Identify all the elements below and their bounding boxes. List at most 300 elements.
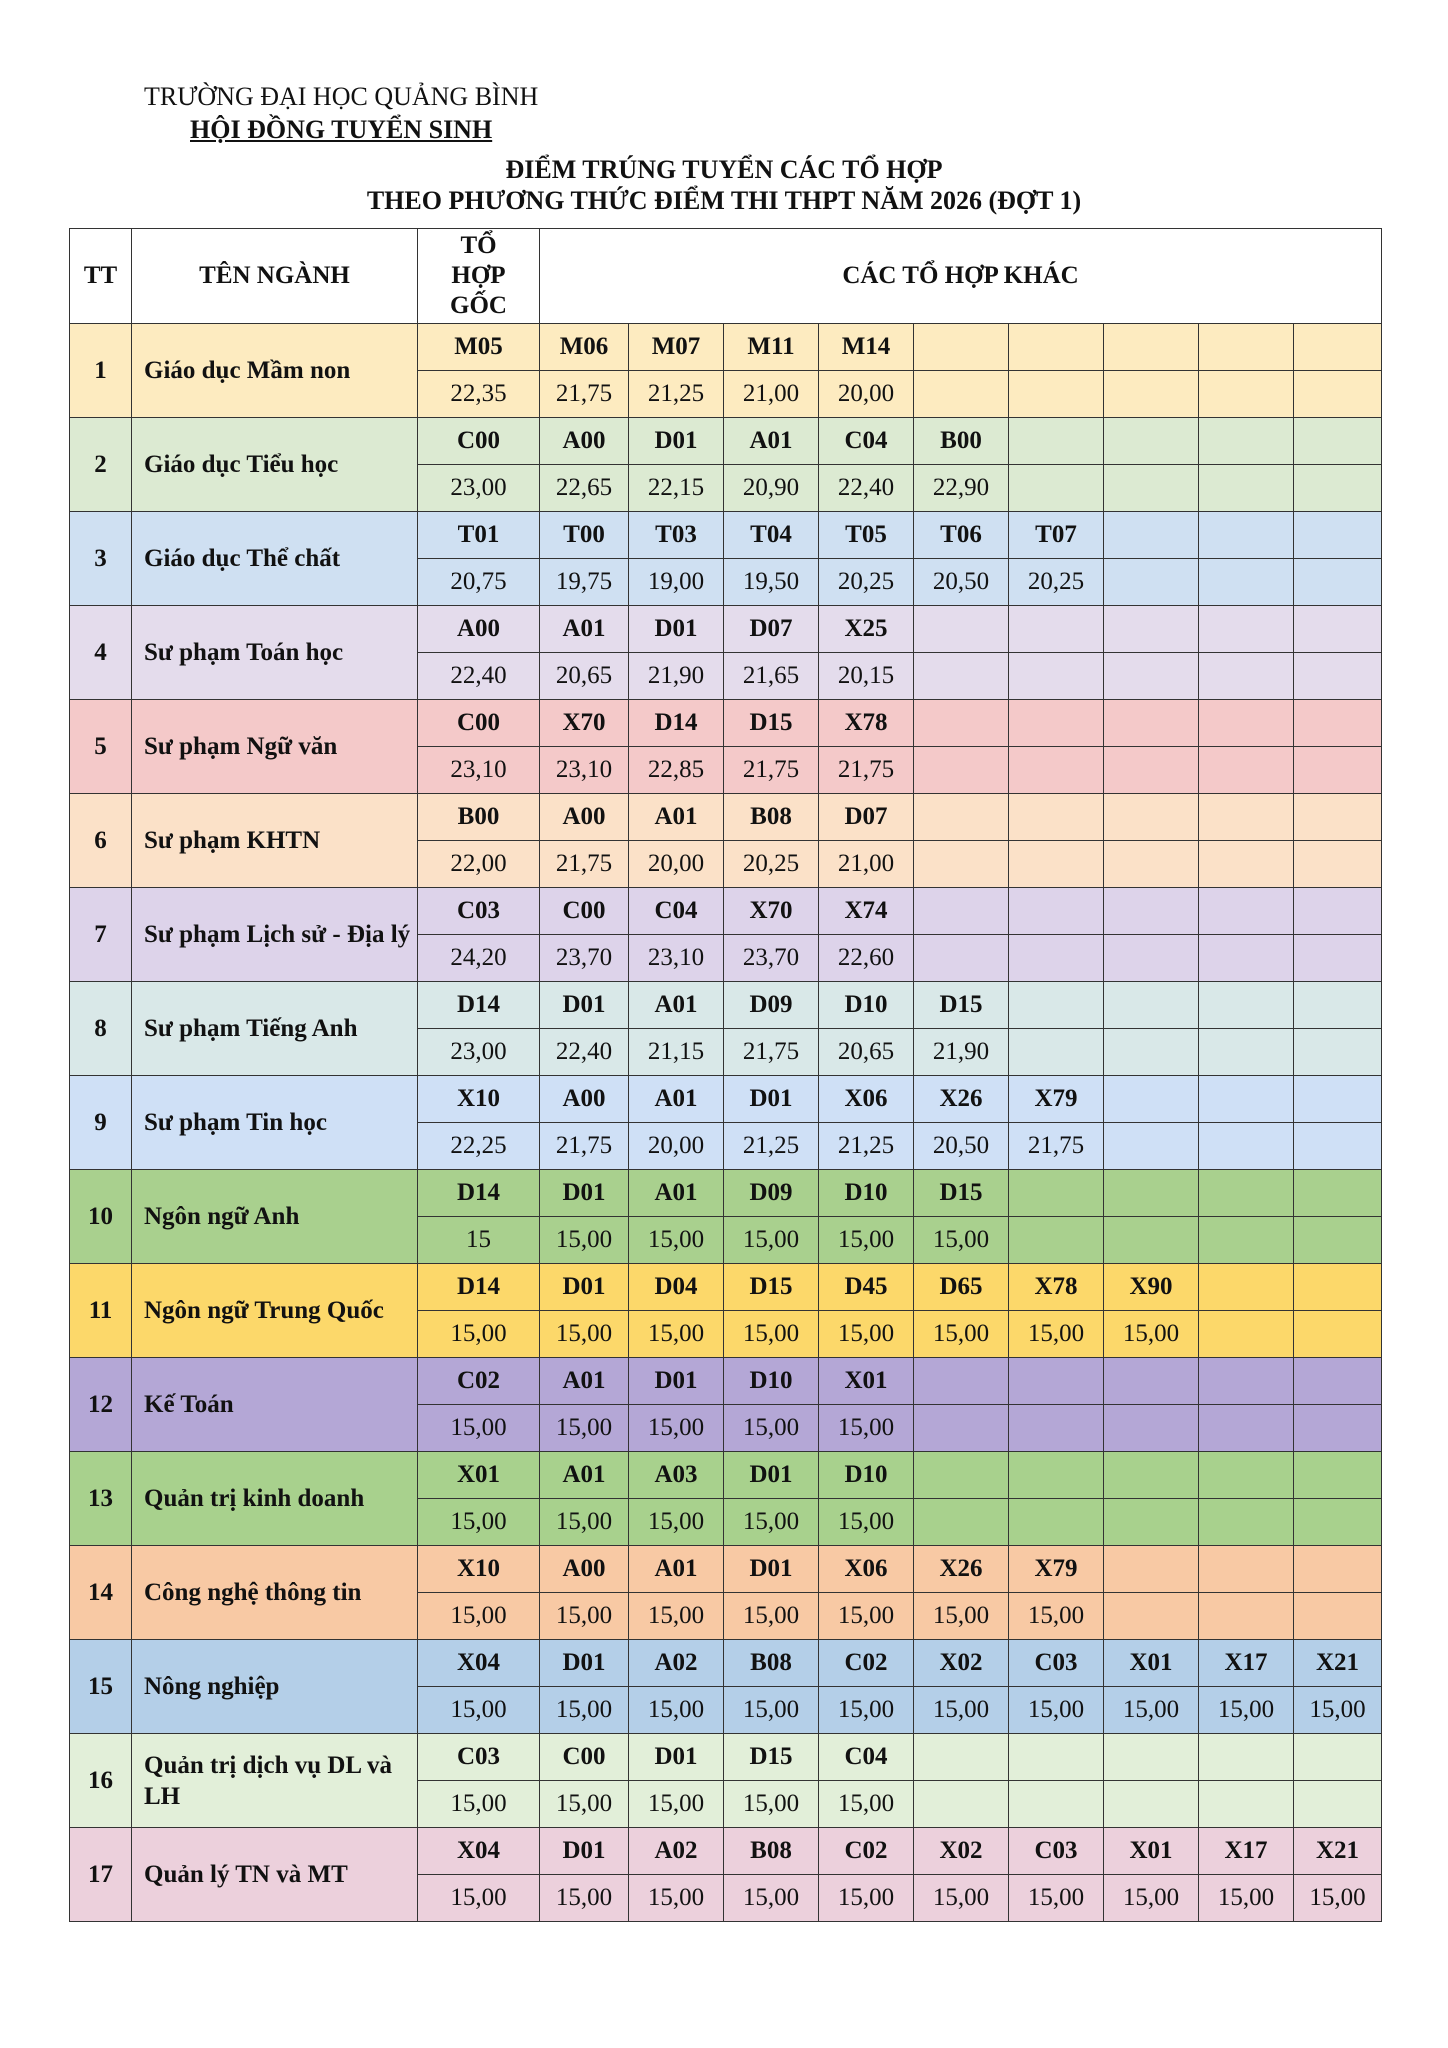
combination-code: T03 (629, 512, 724, 559)
program-name: Quản trị dịch vụ DL và LH (132, 1734, 418, 1828)
combination-code: D15 (724, 1734, 819, 1781)
combination-score: 19,00 (629, 559, 724, 606)
combination-code: A01 (540, 606, 629, 653)
combination-score: 15,00 (724, 1593, 819, 1640)
row-number: 1 (70, 324, 132, 418)
combination-score: 20,25 (819, 559, 914, 606)
empty-cell (1294, 1358, 1382, 1405)
empty-cell (1294, 559, 1382, 606)
combination-code: D01 (724, 1076, 819, 1123)
combination-code: M07 (629, 324, 724, 371)
table-body (70, 324, 1382, 1922)
empty-cell (914, 324, 1009, 371)
original-combination-code: D14 (418, 1264, 540, 1311)
empty-cell (1199, 606, 1294, 653)
empty-cell (1104, 1358, 1199, 1405)
combination-code: T05 (819, 512, 914, 559)
original-combination-score: 15,00 (418, 1781, 540, 1828)
original-combination-code: C03 (418, 1734, 540, 1781)
empty-cell (1104, 418, 1199, 465)
row-number: 10 (70, 1170, 132, 1264)
empty-cell (1199, 1546, 1294, 1593)
empty-cell (1294, 1311, 1382, 1358)
combination-code: A00 (540, 1546, 629, 1593)
empty-cell (1294, 1781, 1382, 1828)
combination-score: 15,00 (1294, 1875, 1382, 1922)
empty-cell (1294, 982, 1382, 1029)
empty-cell (1199, 1781, 1294, 1828)
original-combination-score: 15,00 (418, 1875, 540, 1922)
empty-cell (1009, 1405, 1104, 1452)
combination-code: X90 (1104, 1264, 1199, 1311)
combination-code: A03 (629, 1452, 724, 1499)
combination-code: X74 (819, 888, 914, 935)
combination-score: 15,00 (1199, 1687, 1294, 1734)
document-title-line2: THEO PHƯƠNG THỨC ĐIỂM THI THPT NĂM 2026 (ĐỢT 1) (366, 186, 1082, 215)
empty-cell (1199, 465, 1294, 512)
combination-score: 22,90 (914, 465, 1009, 512)
original-combination-score: 15,00 (418, 1687, 540, 1734)
empty-cell (1294, 1076, 1382, 1123)
empty-cell (1294, 1546, 1382, 1593)
empty-cell (1009, 888, 1104, 935)
empty-cell (1104, 982, 1199, 1029)
empty-cell (1294, 371, 1382, 418)
table-row-codes (70, 700, 1382, 747)
empty-cell (1294, 1029, 1382, 1076)
combination-code: A01 (540, 1452, 629, 1499)
header-orig-line1: TỔ (460, 232, 497, 259)
combination-score: 22,40 (540, 1029, 629, 1076)
combination-score: 21,00 (724, 371, 819, 418)
program-name: Sư phạm Ngữ văn (132, 700, 418, 794)
empty-cell (1104, 1029, 1199, 1076)
program-name: Quản lý TN và MT (132, 1828, 418, 1922)
empty-cell (1104, 1546, 1199, 1593)
combination-score: 15,00 (819, 1687, 914, 1734)
original-combination-code: C02 (418, 1358, 540, 1405)
combination-code: D04 (629, 1264, 724, 1311)
empty-cell (1294, 1593, 1382, 1640)
row-number: 2 (70, 418, 132, 512)
empty-cell (1009, 1499, 1104, 1546)
empty-cell (1009, 841, 1104, 888)
empty-cell (1009, 1217, 1104, 1264)
combination-score: 20,00 (629, 1123, 724, 1170)
combination-code: T06 (914, 512, 1009, 559)
combination-score: 15,00 (819, 1781, 914, 1828)
empty-cell (1104, 935, 1199, 982)
empty-cell (914, 606, 1009, 653)
combination-code: C04 (819, 418, 914, 465)
combination-code: X25 (819, 606, 914, 653)
combination-code: A01 (724, 418, 819, 465)
combination-score: 15,00 (724, 1687, 819, 1734)
empty-cell (1199, 1311, 1294, 1358)
table-row-codes (70, 324, 1382, 371)
empty-cell (1009, 794, 1104, 841)
combination-code: X21 (1294, 1828, 1382, 1875)
header-other-combinations: CÁC TỔ HỢP KHÁC (540, 229, 1382, 324)
empty-cell (1009, 418, 1104, 465)
combination-score: 15,00 (819, 1875, 914, 1922)
original-combination-code: X01 (418, 1452, 540, 1499)
combination-score: 15,00 (629, 1311, 724, 1358)
table-row-codes (70, 888, 1382, 935)
combination-code: D01 (724, 1452, 819, 1499)
combination-score: 15,00 (819, 1499, 914, 1546)
row-number: 9 (70, 1076, 132, 1170)
combination-code: A00 (540, 418, 629, 465)
combination-score: 20,25 (1009, 559, 1104, 606)
program-name: Ngôn ngữ Trung Quốc (132, 1264, 418, 1358)
combination-score: 21,25 (629, 371, 724, 418)
combination-score: 20,00 (819, 371, 914, 418)
combination-score: 22,85 (629, 747, 724, 794)
table-row-codes (70, 1264, 1382, 1311)
combination-score: 22,15 (629, 465, 724, 512)
combination-code: D15 (914, 1170, 1009, 1217)
empty-cell (1104, 794, 1199, 841)
combination-code: X70 (724, 888, 819, 935)
empty-cell (1104, 1170, 1199, 1217)
combination-score: 15,00 (1009, 1687, 1104, 1734)
empty-cell (1199, 1734, 1294, 1781)
empty-cell (914, 1358, 1009, 1405)
combination-score: 15,00 (724, 1311, 819, 1358)
program-name: Nông nghiệp (132, 1640, 418, 1734)
combination-score: 20,65 (819, 1029, 914, 1076)
combination-code: D10 (724, 1358, 819, 1405)
combination-score: 15,00 (540, 1687, 629, 1734)
combination-code: A01 (629, 982, 724, 1029)
original-combination-score: 15,00 (418, 1405, 540, 1452)
combination-code: X06 (819, 1546, 914, 1593)
empty-cell (1294, 935, 1382, 982)
combination-score: 15,00 (1294, 1687, 1382, 1734)
combination-code: C04 (819, 1734, 914, 1781)
original-combination-code: A00 (418, 606, 540, 653)
combination-code: A01 (629, 794, 724, 841)
original-combination-code: B00 (418, 794, 540, 841)
combination-code: T04 (724, 512, 819, 559)
combination-score: 15,00 (540, 1593, 629, 1640)
row-number: 14 (70, 1546, 132, 1640)
empty-cell (1294, 512, 1382, 559)
combination-score: 15,00 (1009, 1593, 1104, 1640)
table-row-codes (70, 1828, 1382, 1875)
empty-cell (914, 794, 1009, 841)
row-number: 15 (70, 1640, 132, 1734)
combination-score: 15,00 (724, 1499, 819, 1546)
combination-score: 22,65 (540, 465, 629, 512)
combination-code: T00 (540, 512, 629, 559)
combination-code: X02 (914, 1828, 1009, 1875)
empty-cell (914, 371, 1009, 418)
empty-cell (1294, 841, 1382, 888)
combination-score: 19,75 (540, 559, 629, 606)
combination-code: M06 (540, 324, 629, 371)
combination-score: 15,00 (914, 1875, 1009, 1922)
empty-cell (1009, 1734, 1104, 1781)
empty-cell (1294, 747, 1382, 794)
combination-score: 15,00 (819, 1593, 914, 1640)
combination-score: 15,00 (629, 1499, 724, 1546)
combination-score: 21,75 (724, 747, 819, 794)
original-combination-score: 23,00 (418, 1029, 540, 1076)
combination-code: X78 (1009, 1264, 1104, 1311)
empty-cell (1009, 371, 1104, 418)
combination-code: X26 (914, 1076, 1009, 1123)
empty-cell (1009, 606, 1104, 653)
empty-cell (1294, 1170, 1382, 1217)
combination-code: D15 (724, 700, 819, 747)
empty-cell (1199, 1499, 1294, 1546)
table-row-codes (70, 606, 1382, 653)
program-name: Sư phạm KHTN (132, 794, 418, 888)
empty-cell (1294, 700, 1382, 747)
empty-cell (1104, 747, 1199, 794)
original-combination-score: 24,20 (418, 935, 540, 982)
empty-cell (1199, 1217, 1294, 1264)
original-combination-score: 23,10 (418, 747, 540, 794)
empty-cell (1294, 1217, 1382, 1264)
empty-cell (1104, 324, 1199, 371)
empty-cell (914, 747, 1009, 794)
original-combination-score: 15,00 (418, 1593, 540, 1640)
table-row-codes (70, 1546, 1382, 1593)
empty-cell (1009, 465, 1104, 512)
original-combination-code: C00 (418, 700, 540, 747)
original-combination-score: 22,35 (418, 371, 540, 418)
combination-score: 20,15 (819, 653, 914, 700)
combination-code: A02 (629, 1640, 724, 1687)
combination-code: C02 (819, 1828, 914, 1875)
empty-cell (1104, 700, 1199, 747)
empty-cell (914, 841, 1009, 888)
empty-cell (1009, 653, 1104, 700)
empty-cell (1104, 1452, 1199, 1499)
empty-cell (1294, 465, 1382, 512)
empty-cell (1199, 324, 1294, 371)
combination-score: 15,00 (540, 1499, 629, 1546)
table-row-codes (70, 1452, 1382, 1499)
combination-score: 21,00 (819, 841, 914, 888)
empty-cell (1104, 841, 1199, 888)
empty-cell (1104, 1123, 1199, 1170)
combination-score: 15,00 (540, 1311, 629, 1358)
program-name: Sư phạm Lịch sử - Địa lý (132, 888, 418, 982)
document-title-line1: ĐIỂM TRÚNG TUYỂN CÁC TỔ HỢP (505, 155, 943, 184)
original-combination-score: 22,00 (418, 841, 540, 888)
combination-code: B08 (724, 1640, 819, 1687)
row-number: 11 (70, 1264, 132, 1358)
combination-code: D07 (724, 606, 819, 653)
empty-cell (1104, 1734, 1199, 1781)
combination-score: 15,00 (914, 1593, 1009, 1640)
empty-cell (1294, 1405, 1382, 1452)
combination-code: D01 (540, 1640, 629, 1687)
combination-code: D14 (629, 700, 724, 747)
combination-code: X70 (540, 700, 629, 747)
combination-code: D10 (819, 982, 914, 1029)
combination-score: 23,10 (540, 747, 629, 794)
empty-cell (1199, 982, 1294, 1029)
table-row-codes (70, 1170, 1382, 1217)
combination-score: 21,75 (1009, 1123, 1104, 1170)
combination-code: A01 (540, 1358, 629, 1405)
table-row-codes (70, 418, 1382, 465)
combination-code: D65 (914, 1264, 1009, 1311)
combination-score: 15,00 (629, 1781, 724, 1828)
empty-cell (1199, 1170, 1294, 1217)
empty-cell (1294, 1734, 1382, 1781)
combination-code: D10 (819, 1452, 914, 1499)
empty-cell (1199, 653, 1294, 700)
row-number: 5 (70, 700, 132, 794)
empty-cell (1294, 1499, 1382, 1546)
combination-score: 21,15 (629, 1029, 724, 1076)
combination-code: B00 (914, 418, 1009, 465)
empty-cell (1009, 1452, 1104, 1499)
program-name: Giáo dục Tiểu học (132, 418, 418, 512)
combination-score: 15,00 (1009, 1311, 1104, 1358)
combination-score: 21,90 (914, 1029, 1009, 1076)
combination-score: 21,75 (724, 1029, 819, 1076)
combination-code: X17 (1199, 1828, 1294, 1875)
row-number: 13 (70, 1452, 132, 1546)
empty-cell (1294, 324, 1382, 371)
empty-cell (1199, 1405, 1294, 1452)
empty-cell (1294, 1123, 1382, 1170)
empty-cell (1009, 700, 1104, 747)
original-combination-score: 23,00 (418, 465, 540, 512)
original-combination-score: 15 (418, 1217, 540, 1264)
combination-code: X21 (1294, 1640, 1382, 1687)
empty-cell (1199, 418, 1294, 465)
row-number: 12 (70, 1358, 132, 1452)
empty-cell (1199, 935, 1294, 982)
empty-cell (914, 653, 1009, 700)
empty-cell (914, 1734, 1009, 1781)
combination-score: 15,00 (724, 1405, 819, 1452)
combination-code: D01 (724, 1546, 819, 1593)
combination-score: 23,70 (724, 935, 819, 982)
combination-code: D01 (540, 1828, 629, 1875)
combination-score: 15,00 (540, 1405, 629, 1452)
program-name: Sư phạm Tiếng Anh (132, 982, 418, 1076)
combination-code: D01 (629, 606, 724, 653)
empty-cell (1294, 1264, 1382, 1311)
combination-code: C00 (540, 1734, 629, 1781)
empty-cell (1294, 653, 1382, 700)
empty-cell (1104, 559, 1199, 606)
program-name: Giáo dục Thể chất (132, 512, 418, 606)
combination-code: A00 (540, 794, 629, 841)
combination-score: 15,00 (819, 1217, 914, 1264)
original-combination-score: 15,00 (418, 1499, 540, 1546)
combination-score: 21,25 (724, 1123, 819, 1170)
empty-cell (1104, 1593, 1199, 1640)
table-row-codes (70, 794, 1382, 841)
empty-cell (1199, 1593, 1294, 1640)
empty-cell (1009, 324, 1104, 371)
combination-code: D15 (914, 982, 1009, 1029)
row-number: 16 (70, 1734, 132, 1828)
combination-code: D45 (819, 1264, 914, 1311)
combination-code: A01 (629, 1546, 724, 1593)
combination-code: T07 (1009, 512, 1104, 559)
empty-cell (1104, 1405, 1199, 1452)
combination-code: D10 (819, 1170, 914, 1217)
original-combination-score: 22,25 (418, 1123, 540, 1170)
empty-cell (1009, 935, 1104, 982)
empty-cell (1199, 700, 1294, 747)
empty-cell (1199, 559, 1294, 606)
combination-score: 15,00 (724, 1217, 819, 1264)
combination-score: 20,90 (724, 465, 819, 512)
empty-cell (1199, 512, 1294, 559)
original-combination-code: M05 (418, 324, 540, 371)
empty-cell (1104, 1217, 1199, 1264)
combination-score: 15,00 (629, 1405, 724, 1452)
empty-cell (1009, 1781, 1104, 1828)
empty-cell (1199, 1264, 1294, 1311)
combination-score: 15,00 (1199, 1875, 1294, 1922)
combination-code: A00 (540, 1076, 629, 1123)
original-combination-score: 20,75 (418, 559, 540, 606)
combination-code: C04 (629, 888, 724, 935)
empty-cell (1009, 1029, 1104, 1076)
row-number: 8 (70, 982, 132, 1076)
program-name: Quản trị kinh doanh (132, 1452, 418, 1546)
program-name: Ngôn ngữ Anh (132, 1170, 418, 1264)
combination-score: 15,00 (724, 1781, 819, 1828)
combination-score: 15,00 (914, 1311, 1009, 1358)
combination-score: 15,00 (540, 1781, 629, 1828)
empty-cell (1009, 1170, 1104, 1217)
program-name: Công nghệ thông tin (132, 1546, 418, 1640)
combination-score: 21,75 (540, 371, 629, 418)
empty-cell (1199, 1123, 1294, 1170)
row-number: 4 (70, 606, 132, 700)
program-name: Sư phạm Tin học (132, 1076, 418, 1170)
table-row-codes (70, 982, 1382, 1029)
combination-score: 15,00 (629, 1217, 724, 1264)
combination-score: 21,90 (629, 653, 724, 700)
empty-cell (914, 1405, 1009, 1452)
empty-cell (1199, 1452, 1294, 1499)
combination-code: C03 (1009, 1828, 1104, 1875)
empty-cell (914, 935, 1009, 982)
table-row-codes (70, 1640, 1382, 1687)
original-combination-code: T01 (418, 512, 540, 559)
program-name: Kế Toán (132, 1358, 418, 1452)
empty-cell (914, 1781, 1009, 1828)
empty-cell (1104, 606, 1199, 653)
combination-code: B08 (724, 794, 819, 841)
original-combination-code: D14 (418, 982, 540, 1029)
row-number: 6 (70, 794, 132, 888)
combination-code: D01 (540, 1170, 629, 1217)
original-combination-code: D14 (418, 1170, 540, 1217)
combination-code: D01 (629, 418, 724, 465)
combination-score: 15,00 (1104, 1687, 1199, 1734)
combination-score: 15,00 (540, 1217, 629, 1264)
combination-score: 20,50 (914, 1123, 1009, 1170)
empty-cell (1199, 841, 1294, 888)
combination-score: 15,00 (629, 1875, 724, 1922)
